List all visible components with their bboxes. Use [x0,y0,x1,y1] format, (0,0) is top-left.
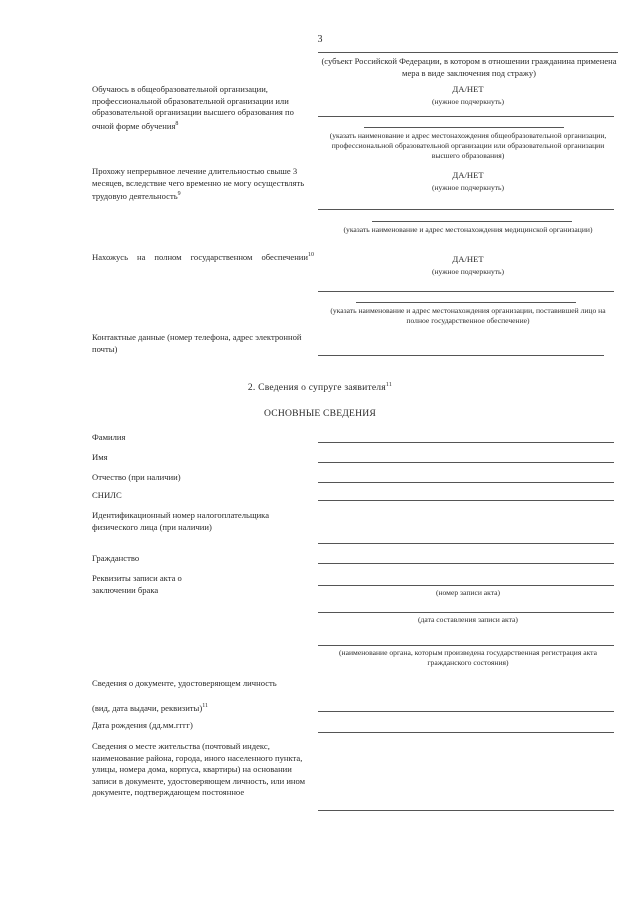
marriage-record-label: Реквизиты записи акта о заключении брака [92,573,182,595]
identity-doc-sub: (вид, дата выдачи, реквизиты)$^{11}$ [92,702,208,713]
citizenship-label: Гражданство [92,553,140,563]
study-yesno-hint: (нужное подчеркнуть) [431,97,505,106]
marriage-number-input[interactable] [318,585,614,586]
inn-label: Идентификационный номер налогоплательщика физического лица (при наличии) [92,510,270,532]
surname-label: Фамилия [92,432,126,442]
subject-line[interactable] [318,52,618,53]
study-yesno[interactable]: ДА/НЕТ [452,84,484,94]
residence-label: Сведения о месте жительства (почтовый индекс, наименование района, города, иного населенного пункта, улицы, номера дома, корпуса, квартиры) на основании записи в документе, удостоверяющем личность, или ином документе, подтверждающем постоянное [92,741,306,797]
marriage-org-hint: (наименование органа, которым произведена государственная регистрация акта гражданского состояния) [339,648,597,667]
snils-input[interactable] [318,500,614,501]
marriage-date-input[interactable] [318,612,614,613]
study-input-line-1[interactable] [318,116,614,117]
treatment-input-line-2[interactable] [372,221,572,222]
treatment-input-line-1[interactable] [318,209,614,210]
state-support-input-line-2[interactable] [356,302,576,303]
birth-date-input[interactable] [318,732,614,733]
birth-date-label: Дата рождения (дд.мм.гггг) [92,720,193,730]
name-label: Имя [92,452,108,462]
marriage-org-input[interactable] [318,645,614,646]
study-caption: (указать наименование и адрес местонахождения общеобразовательной организации, профессиональной образовательной организации или образовательной организации высшего образования) [329,131,607,160]
citizenship-input[interactable] [318,563,614,564]
patronymic-input[interactable] [318,482,614,483]
treatment-yesno[interactable]: ДА/НЕТ [452,170,484,180]
study-input-line-2[interactable] [364,127,564,128]
section-2-title: 2. Сведения о супруге заявителя$^{11}$ [247,382,393,394]
state-support-label: Нахожусь на полном государственном обеспечении$^{10}$ [92,251,314,262]
state-support-input-line-1[interactable] [318,291,614,292]
contact-input[interactable] [318,355,604,356]
treatment-label: Прохожу непрерывное лечение длительностью свыше 3 месяцев, вследствие чего временно не могу осуществлять трудовую деятельность$^9$ [92,166,305,201]
section-2-subtitle: ОСНОВНЫЕ СВЕДЕНИЯ [264,408,376,419]
treatment-yesno-hint: (нужное подчеркнуть) [431,183,505,192]
state-support-yesno[interactable]: ДА/НЕТ [452,254,484,264]
identity-doc-label: Сведения о документе, удостоверяющем личность [92,678,277,688]
page-number: 3 [317,34,323,45]
subject-caption: (субъект Российской Федерации, в котором в отношении гражданина применена мера в виде заключения под стражу) [321,56,617,78]
state-support-caption: (указать наименование и адрес местонахождения организации, поставившей лицо на полное государственное обеспечение) [330,306,606,325]
study-label: Обучаюсь в общеобразовательной организации, профессиональной образовательной организации или образовательной организации высшего образования по очной форме обучения$^8$ [92,84,294,131]
surname-input[interactable] [318,442,614,443]
name-input[interactable] [318,462,614,463]
state-support-yesno-hint: (нужное подчеркнуть) [431,267,505,276]
snils-label: СНИЛС [92,490,122,500]
inn-input[interactable] [318,543,614,544]
marriage-number-hint: (номер записи акта) [435,588,501,597]
treatment-caption: (указать наименование и адрес местонахождения медицинской организации) [343,225,593,234]
patronymic-label: Отчество (при наличии) [92,472,181,482]
marriage-date-hint: (дата составления записи акта) [418,615,518,624]
residence-input[interactable] [318,810,614,811]
contact-label: Контактные данные (номер телефона, адрес электронной почты) [92,332,302,354]
identity-doc-input[interactable] [318,711,614,712]
